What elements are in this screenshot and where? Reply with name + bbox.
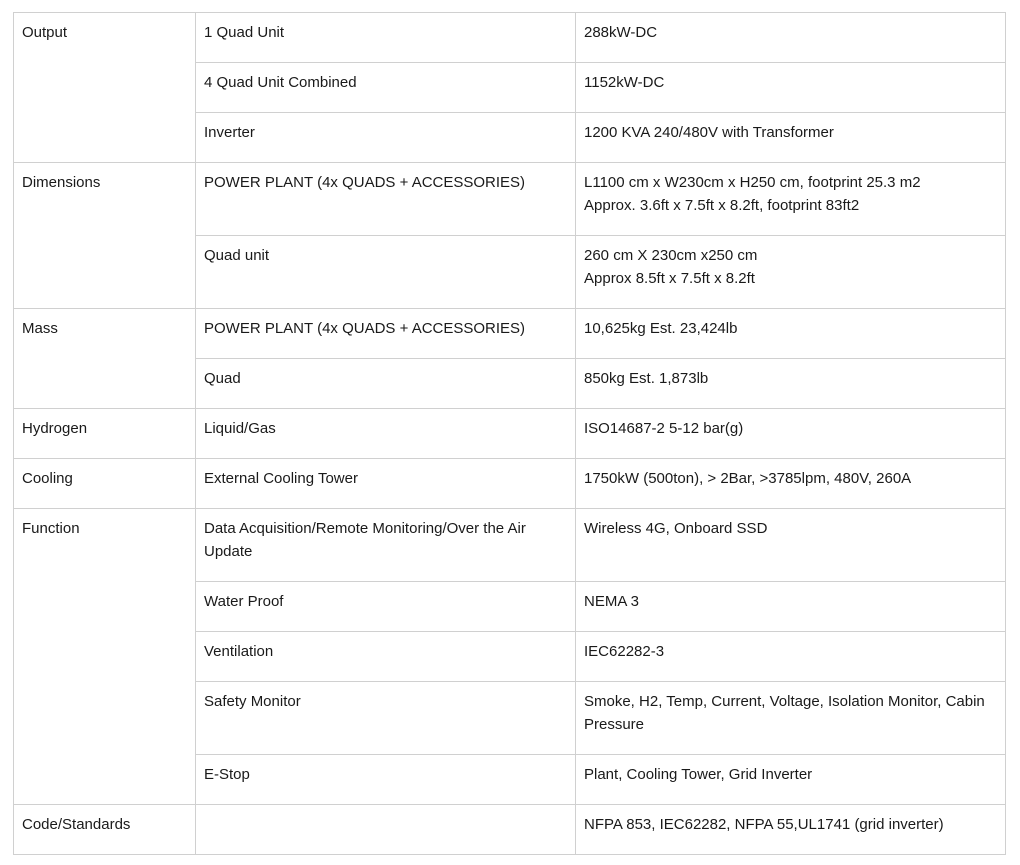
item-cell [196,63,576,113]
value-cell [576,682,1006,755]
category-label: Function [22,520,80,537]
item-cell [196,309,576,359]
value-cell [576,63,1006,113]
item-label: Inverter [204,124,255,141]
item-label: POWER PLANT (4x QUADS + ACCESSORIES) [204,174,526,191]
item-cell [196,236,576,309]
category-cell [14,805,196,855]
category-label: Output [22,24,68,41]
item-label: POWER PLANT (4x QUADS + ACCESSORIES) [204,320,526,337]
value-cell [576,13,1006,63]
category-cell [14,459,196,509]
category-label: Mass [22,320,58,337]
value-cell [576,163,1006,236]
value-text: Plant, Cooling Tower, Grid Inverter [584,766,813,783]
value-text: 10,625kg Est. 23,424lb [584,320,738,337]
item-label: 4 Quad Unit Combined [204,74,357,91]
value-text: Smoke, H2, Temp, Current, Voltage, Isolation Monitor, Cabin Pressure [584,693,985,733]
category-cell [14,13,196,163]
value-text: ISO14687-2 5-12 bar(g) [584,420,744,437]
spec-table [13,12,1006,855]
item-cell [196,632,576,682]
value-cell [576,309,1006,359]
category-label: Code/Standards [22,816,131,833]
table-row [14,309,1006,359]
item-cell [196,359,576,409]
value-text: L1100 cm x W230cm x H250 cm, footprint 25.3 m2 Approx. 3.6ft x 7.5ft x 8.2ft, footprint 83ft2 [584,174,921,214]
item-label: 1 Quad Unit [204,24,285,41]
value-cell [576,805,1006,855]
item-label: Safety Monitor [204,693,301,710]
value-cell [576,582,1006,632]
item-label: E-Stop [204,766,250,783]
value-cell [576,755,1006,805]
item-label: Ventilation [204,643,274,660]
item-label: Quad [204,370,241,387]
item-cell [196,805,576,855]
category-label: Hydrogen [22,420,88,437]
value-text: 1750kW (500ton), > 2Bar, >3785lpm, 480V, 260A [584,470,912,487]
category-cell [14,163,196,309]
value-cell [576,409,1006,459]
item-label: Liquid/Gas [204,420,276,437]
table-row [14,13,1006,63]
value-cell [576,236,1006,309]
item-label: Quad unit [204,247,270,264]
table-row [14,805,1006,855]
value-cell [576,459,1006,509]
table-row [14,459,1006,509]
table-row [14,163,1006,236]
item-cell [196,755,576,805]
category-cell [14,509,196,805]
value-cell [576,509,1006,582]
item-cell [196,509,576,582]
value-cell [576,113,1006,163]
value-text: 1200 KVA 240/480V with Transformer [584,124,834,141]
item-cell [196,682,576,755]
table-row [14,409,1006,459]
value-text: NEMA 3 [584,593,640,610]
category-label: Dimensions [22,174,101,191]
item-label: External Cooling Tower [204,470,358,487]
item-label: Data Acquisition/Remote Monitoring/Over the Air Update [204,520,526,560]
value-cell [576,632,1006,682]
item-cell [196,113,576,163]
value-text: NFPA 853, IEC62282, NFPA 55,UL1741 (grid inverter) [584,816,944,833]
category-label: Cooling [22,470,73,487]
category-cell [14,409,196,459]
category-cell [14,309,196,409]
item-cell [196,582,576,632]
value-text: 1152kW-DC [584,74,665,91]
value-text: 260 cm X 230cm x250 cm Approx 8.5ft x 7.5ft x 8.2ft [584,247,758,287]
item-cell [196,163,576,236]
value-text: Wireless 4G, Onboard SSD [584,520,768,537]
value-text: 850kg Est. 1,873lb [584,370,709,387]
table-row [14,509,1006,582]
value-text: 288kW-DC [584,24,658,41]
value-text: IEC62282-3 [584,643,665,660]
item-cell [196,13,576,63]
item-cell [196,409,576,459]
item-cell [196,459,576,509]
item-label: Water Proof [204,593,284,610]
value-cell [576,359,1006,409]
